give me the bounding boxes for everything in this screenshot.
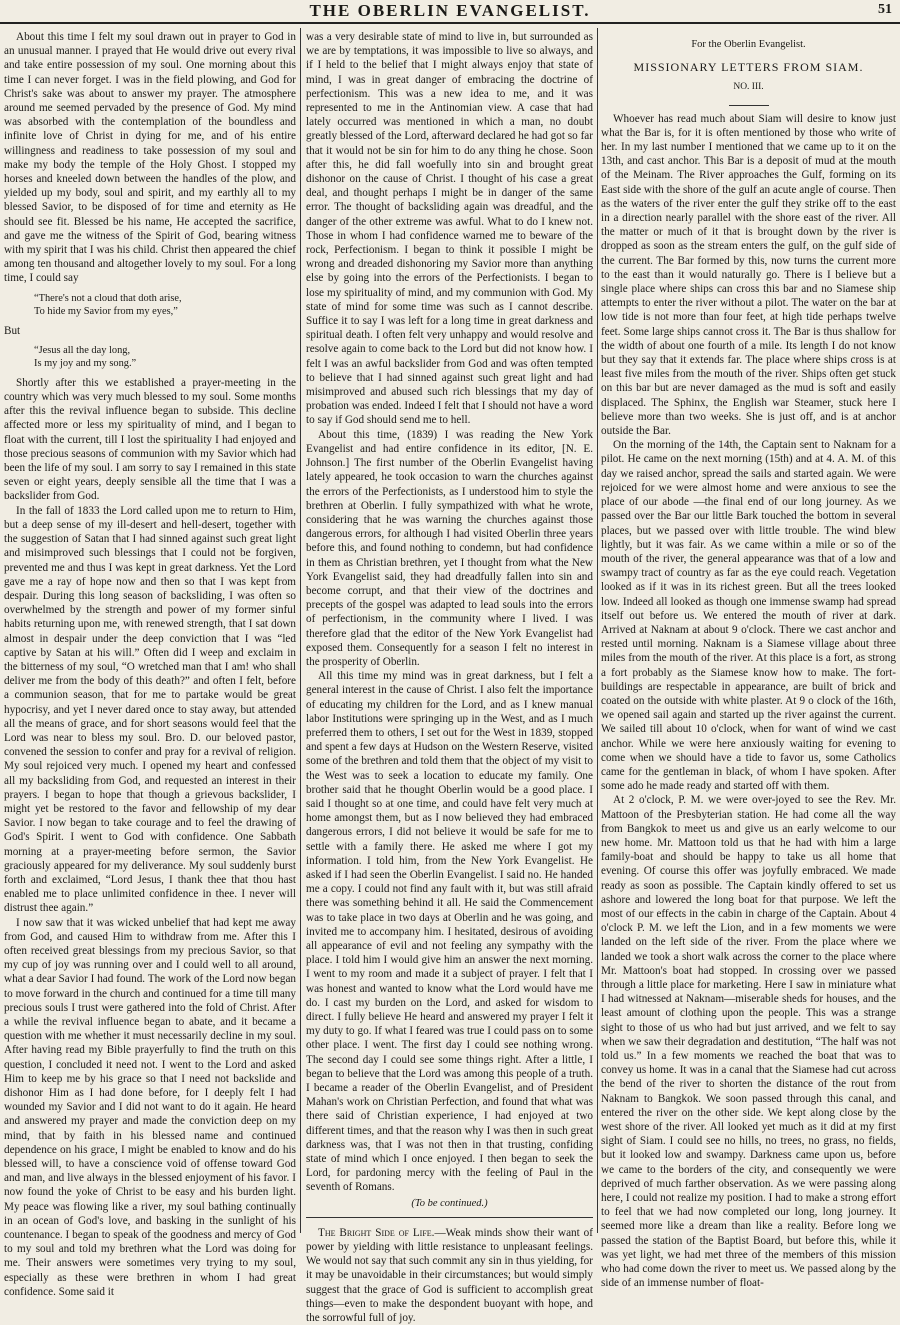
masthead: [0, 0, 900, 24]
paragraph: On the morning of the 14th, the Captain sent to Naknam for a pilot. He came on the next morning (15th) and at 4. A. M. of this day we raised anchor, spread the sails and started again. We were rejoiced for we were almost home and were anxious to see the place of our abode —the final end of our long journey. As we passed over the Bar our little Bark touched the bottom in several places, but we passed over with little trouble. The wind blew lightly, but it was fair. As we came within a mile or so of the mouth of the river, the general appearance was that of a low and swampy tract of country as far as the eye could reach. Vegetation looked as if it was in its richest green. But all the trees looked low. Indeed all looked as though one immense swamp had spread itself out before us. We entered the mouth of river at dark. Arrived at Naknam at about 9 o'clock. There we cast anchor and rested until morning. Naknam is a Siamese village about three miles from the mouth of the river. At this place is a fort, as strong a fort probably as the Siamese know how to make. The fort-buildings are respectable in appearance, are built of brick and coated on the outside with white plaster. At 9 o clock of the 16th, we opened sail again and started up the river against the current. We sailed till about 10 o'clock, when for want of wind we cast anchor. While we were here anxiously waiting for evening to come when we should have a tide to favor us, some Catholics came for the gentleman in black, of whom I have spoken. After some ado he made ready and started off with them.: [601, 439, 896, 793]
article-divider: [306, 1217, 593, 1218]
article-source: For the Oberlin Evangelist.: [691, 39, 806, 50]
paragraph: Shortly after this we established a prayer-meeting in the country which was very much blessed to my soul. Some months after this the revival influence began to subside. This decline affected more or less my spirituality of mind, and I began to float with the current, till I lost the spirituality I had enjoyed and those precious seasons of communion with my Savior which had been the life of my soul. I am sorry to say I remained in this state seven or eight years, deeply sensible all the time that I was a backslider from God.: [4, 376, 296, 503]
verse-line: Is my joy and my song.”: [34, 357, 137, 369]
heading-rule: [729, 105, 769, 106]
article-heading: MISSIONARY LETTERS FROM SIAM.: [633, 60, 864, 75]
verse-quote: [34, 292, 296, 318]
column-middle: [306, 30, 593, 1325]
bright-side-title: The Bright Side of Life.: [318, 1226, 435, 1239]
paragraph: At 2 o'clock, P. M. we were over-joyed to see the Rev. Mr. Mattoon of the Presbyterian station. He had come all the way from Bangkok to meet us and give us an early welcome to our new home. Mr. Mattoon told us that he had with him a large family-boat and should be happy to take us all home that evening. Of course this offer was joyfully embraced. We made ready as soon as possible. The Captain kindly offered to set us ashore and lowered the long boat for that purpose. We left the most of our effects in the cabin in charge of the Captain. About 4 o'clock P. M. we left the Lion, and in a few moments we were landed on the left side of the river. From the place where we landed we took a short walk across the corner to the place where Mr. Mattoon's boat had stopped. In crossing over we passed through a little place for marketing. Here I saw in miniature what I had witnessed at Naknam—miserable sheds for houses, and the least amount of clothing upon the people. This was a strange sight to those of us who had but just arrived, and we felt to say when we saw their degradation and destitution, “The half was not told us.” In a few moments we reached the boat that was to convey us home. It was in a canal that the Siamese had cut across the bend of the river to shorten the distance of the rout from Naknam to Bangkok. We soon passed through this canal, and entered the river on the other side. We kept along close by the west shore of the river. All looked yet much as it did at my first sight of Siam. I could see no hills, no trees, no grass, no fields, but it looked low and swampy. Darkness came upon us, before we came to the borders of the city, and consequently we were deprived of much farther observation. As we were passing along here, I could not realize my position. I had to make a strong effort to feel that we had now completed our long, long journey. It seemed more like a dream than like a reality. Before long we passed the station of the Baptist Board, but before this, while it was yet light, we had met three of the members of this mission who had come down the river to meet us. We passed along by the side of an immense number of float-: [601, 794, 896, 1290]
paragraph: Whoever has read much about Siam will desire to know just what the Bar is, for it is often mentioned by those who write of her. In my last number I mentioned that we came up to it on the 13th, and cast anchor. This Bar is a deposit of mud at the mouth of the Meinam. The River approaches the Gulf, forming on its East side with the shore of the gulf an acute angle of course. Then as the waters of the river enter the gulf they strike off to the east in a direction nearly parallel with the shore east of the river. All the matter or much of it that is brought down by the river is dropped as soon as the stream enters the gulf, on the gulf side of the current. The Bar formed by this, now turns the current more to the east than it would naturally go. There is I believe but a single place where ships can cross this bar and no Siamese ship attempts to enter the river without a pilot. The water on the bar at low tide is not more than four feet, at high tide perhaps twelve feet. Some large ships cannot cross it. The Bar is thus shallow for the width of about one fourth of a mile. Its length I do not know but they say that it extends far. The place where ships cross is at least five miles from the mouth of the river. Ships often get stuck on this bar but are never damaged as the mud is soft and easily displaced. The Sphinx, the English war Steamer, stuck here I believe more than two weeks. She is just off, and is at anchor outside the Bar.: [601, 112, 896, 438]
paragraph: About this time I felt my soul drawn out in prayer to God in an unusual manner. I prayed that He would drive out every rival and take entire possession of my soul. One morning about this time I can never forget. I was in the field plowing, and God for Christ's sake was about to answer my prayer. The atmosphere around me seemed pervaded by the presence of God. My mind was absorbed with the contemplation of the boundless and infinite love of Christ in dying for me, and of his entire willingness and readiness to take possession of my soul and make my body the temple of the Holy Ghost. I stopped my horses and kneeled down between the handles of the plow, and yielded up my body, soul and spirit, and my earthly all to my blessed Savior, to be disposed of for time and eternity as He should see fit. Blessed be his name, He accepted the sacrifice, and gave me the witness of the Spirit of God, bearing witness with my spirit that I was his child. Christ then appeared the chief among ten thousand and altogether lovely to my soul. For a long time, I could say: [4, 31, 296, 285]
to-be-continued: (To be continued.): [411, 1197, 488, 1209]
bright-side-text: —Weak minds show their want of power by yielding with little resistance to unpleasant feelings. We would not say that such commit any sin in thus yielding, for it may be unavoidable in their circumstances; but would simply suggest that the grace of God is sufficient to accomplish great things—even to make the despondent buoyant with hope, and the sorrowful full of joy.: [306, 1226, 593, 1325]
bright-side-paragraph: [306, 1226, 593, 1325]
page-number: 51: [878, 2, 892, 17]
article-number: NO. III.: [733, 82, 764, 93]
conjunction-line: But: [4, 324, 21, 337]
verse-quote: [34, 344, 296, 370]
paragraph: All this time my mind was in great darkness, but I felt a general interest in the cause of Christ. I also felt the importance of educating my children for the Lord, and as I knew manual labor Institutions were springing up in the West, and as I much preferred them to others, I set out for the West in 1839, stopped and spent a few days at Hudson on the Western Reserve, visited some of the brethren and told them that the object of my visit to the West was to seek a location to educate my family. One brother said that he thought Oberlin would be a good place. I said I thought so at one time, and could have felt very much at home amongst them, but as I now believed they had embraced dangerous errors, I did not believe it would be safe for me to settle with a family there. He asked me where I got my information. I told him, from the New York Evangelist. He asked if I had seen the Oberlin Evangelist. I said no. He handed me a copy. I could not find any fault with it, but was still afraid there was something behind it all. He said the Commencement was to take place in two days at Oberlin and he was going, and invited me to accompany him. I hesitated, desirous of avoiding all appearance of evil and not feeling any sympathy with the place. I told him I would give him an answer the next morning. I went to my room and made it a subject of prayer. I felt that I was honest and wanted to know what the Lord would have me do. I cast my burden on the Lord, and asked for wisdom to direct. I fully believe He heard and answered my prayer I felt it my duty to go. If what I feared was true I could pass on to some other place. I went. The first day I could see nothing wrong. The second day I could see some things right. After a little, I began to believe that the Lord was among this people of a truth. I became a reader of the Oberlin Evangelist, and of President Mahan's work on Christian Perfection, and found that what was there said of Christian experience, I had enjoyed at two different times, and that the reason why I was then in such great darkness was, that I was not then in that trusting, confiding state of mind which I once enjoyed. I then began to seek the Lord, for pardoning mercy with the feeling of Paul in the seventh of Romans.: [306, 670, 593, 1194]
column-rule-right: [597, 28, 598, 1233]
verse-line: To hide my Savior from my eyes,”: [34, 305, 178, 317]
verse-line: “Jesus all the day long,: [34, 344, 131, 356]
column-rule-left: [300, 28, 301, 1233]
paragraph: I now saw that it was wicked unbelief that had kept me away from God, and caused Him to withdraw from me. After this I often received great blessings from my precious Savior, so that my cup of joy was running over and I could well to all around, what a dear Savior I had found. The work of the Lord now began to move forward in the church and continued for a time till many precious souls I trust were gathered into the fold of Christ. After a while the revival influence began to abate, and it became a question with me whether it must necessarily decline in my soul. After having read my Bible prayerfully to find the truth on this question, I concluded it need not. I went to the Lord and asked Him to keep me by his grace so that I need not backslide and dishonor Him as I had done before, for I deeply felt I had wounded my Savior and I did not want to do it again. He heard and answered my prayer and made the conviction deep on my mind, that by faith in his blessed name and continued dependence on his grace, I might be enabled to know and do his blessed will, to have a conscience void of offense toward God and man, and live always in the blessed enjoyment of his favor. I now found the yoke of Christ to be easy and his burden light. My peace was flowing like a river, my soul bathing continually in an ocean of God's love, and basking in the sunlight of his countenance. I began to speak of the goodness and mercy of God to my soul and told my brethren what the Lord was doing for me. Their answers were sometimes very trying to my soul, especially as these were brethren in whom I had great confidence. Some said it: [4, 916, 296, 1298]
paragraph: In the fall of 1833 the Lord called upon me to return to Him, but a deep sense of my ill-desert and hell-desert, together with the suggestion of Satan that I had sinned against such great light and misimproved such blessings that I could not be forgiven, prevented me and thus I was kept in great darkness. Yet the Lord gave me a ray of hope now and then so that I was kept from despair. During this long season of backsliding, I was often so overwhelmed by the strength and power of my former sinful habits returning upon me, with renewed strength, that I sat down almost in despair under the deep conviction that I was “led captive by Satan at his will.” Often did I weep and exclaim in the bitterness of my soul, “O wretched man that I am! who shall deliver me from the body of this death?” and often I felt, before a communion season, that for me to partake would be great hypocrisy, and yet I never dared once to stay away, but attended all the means of grace, and for short seasons would feel that the Lord was near to bless my soul. Bro. D. our beloved pastor, convened the session to confer and pray for a revival of religion. My soul rejoiced very much. I opened my heart and confessed all my backsliding from God, and requested an interest in their prayers. I began to hope that though a grievous backslider, I might yet be restored to the favor and fellowship of my dear Savior. I now began to take courage and to feel the drawing of God's Spirit. I went to God with confidence. One Sabbath morning at a prayer-meeting before sermon, the Savior graciously appeared for my deliverance. My soul suddenly burst forth and exclaimed, “Lord Jesus, I thank thee that thou hast enabled me to place unlimited confidence in thee. I never will distrust thee again.”: [4, 504, 296, 915]
paragraph: About this time, (1839) I was reading the New York Evangelist and had entire confidence in its editor, [N. E. Johnson.] The first number of the Oberlin Evangelist having lately appeared, he took occasion to warn the churches against the errors of the Perfectionists, as I understood him to style the brethren at Oberlin. I fully sympathized with what he wrote, considering that he was warning the churches against those dangerous errors, for although I had visited Oberlin three years before this, and found nothing to condemn, but had confidence in them as Christian brethren, yet I thought from what the New York Evangelist said, they had dreadfully fallen into sin and become corrupt, and that their view of the doctrines and precepts of the gospel was adapted to lead souls into the errors of perfectionism, in the community where I lived. I was therefore glad that the editor of the New York Evangelist had exposed them. Consequently for a season I felt no interest in the prosperity of Oberlin.: [306, 428, 593, 668]
masthead-title: THE OBERLIN EVANGELIST.: [309, 1, 591, 20]
column-left: [4, 30, 296, 1298]
paragraph: was a very desirable state of mind to live in, but surrounded as we are by temptations, it was impossible to live so always, and if I held to the belief that I might always enjoy that state of mind, I was in great danger of embracing the doctrine of perfectionism. This was a new idea to me, and it was represented to me in the Antinomian view. A case that had lately occurred was mentioned in which a man, no doubt greatly blessed of the Lord, afterward declared he had got so far that it would not be sin for him to do any thing he chose. Soon after this, he did fall woefully into sin and brought great dishonor on the cause of Christ. I thought of his case a great deal, and thought perhaps I might be in danger of the same error. The thought of backsliding again was dreadful, and the danger of the other extreme was awful. What to do I knew not. Those in whom I had confidence warned me to beware of the rock, Perfectionism. I began to think it possible I might be wrong and dreaded dishonoring my Savior more than anything else by going into the errors of the Perfectionists. I began to lose my spirituality of mind, and my communion with God. My state of mind for some time was such as I cannot describe. Suffice it to say I was left for a long time in great darkness and spiritual death. I often felt very unhappy and would resolve and resolve again to come back to the Lord but did not know how. I felt I was an awful backslider from God and was often tempted to believe that I had sinned against such great light and had misimproved and abused such rich blessings that my day of probation was ended. Indeed I felt that I should not have a word to say if God should send me to hell.: [306, 31, 593, 427]
column-right: [601, 30, 896, 1290]
verse-line: “There's not a cloud that doth arise,: [34, 292, 182, 304]
